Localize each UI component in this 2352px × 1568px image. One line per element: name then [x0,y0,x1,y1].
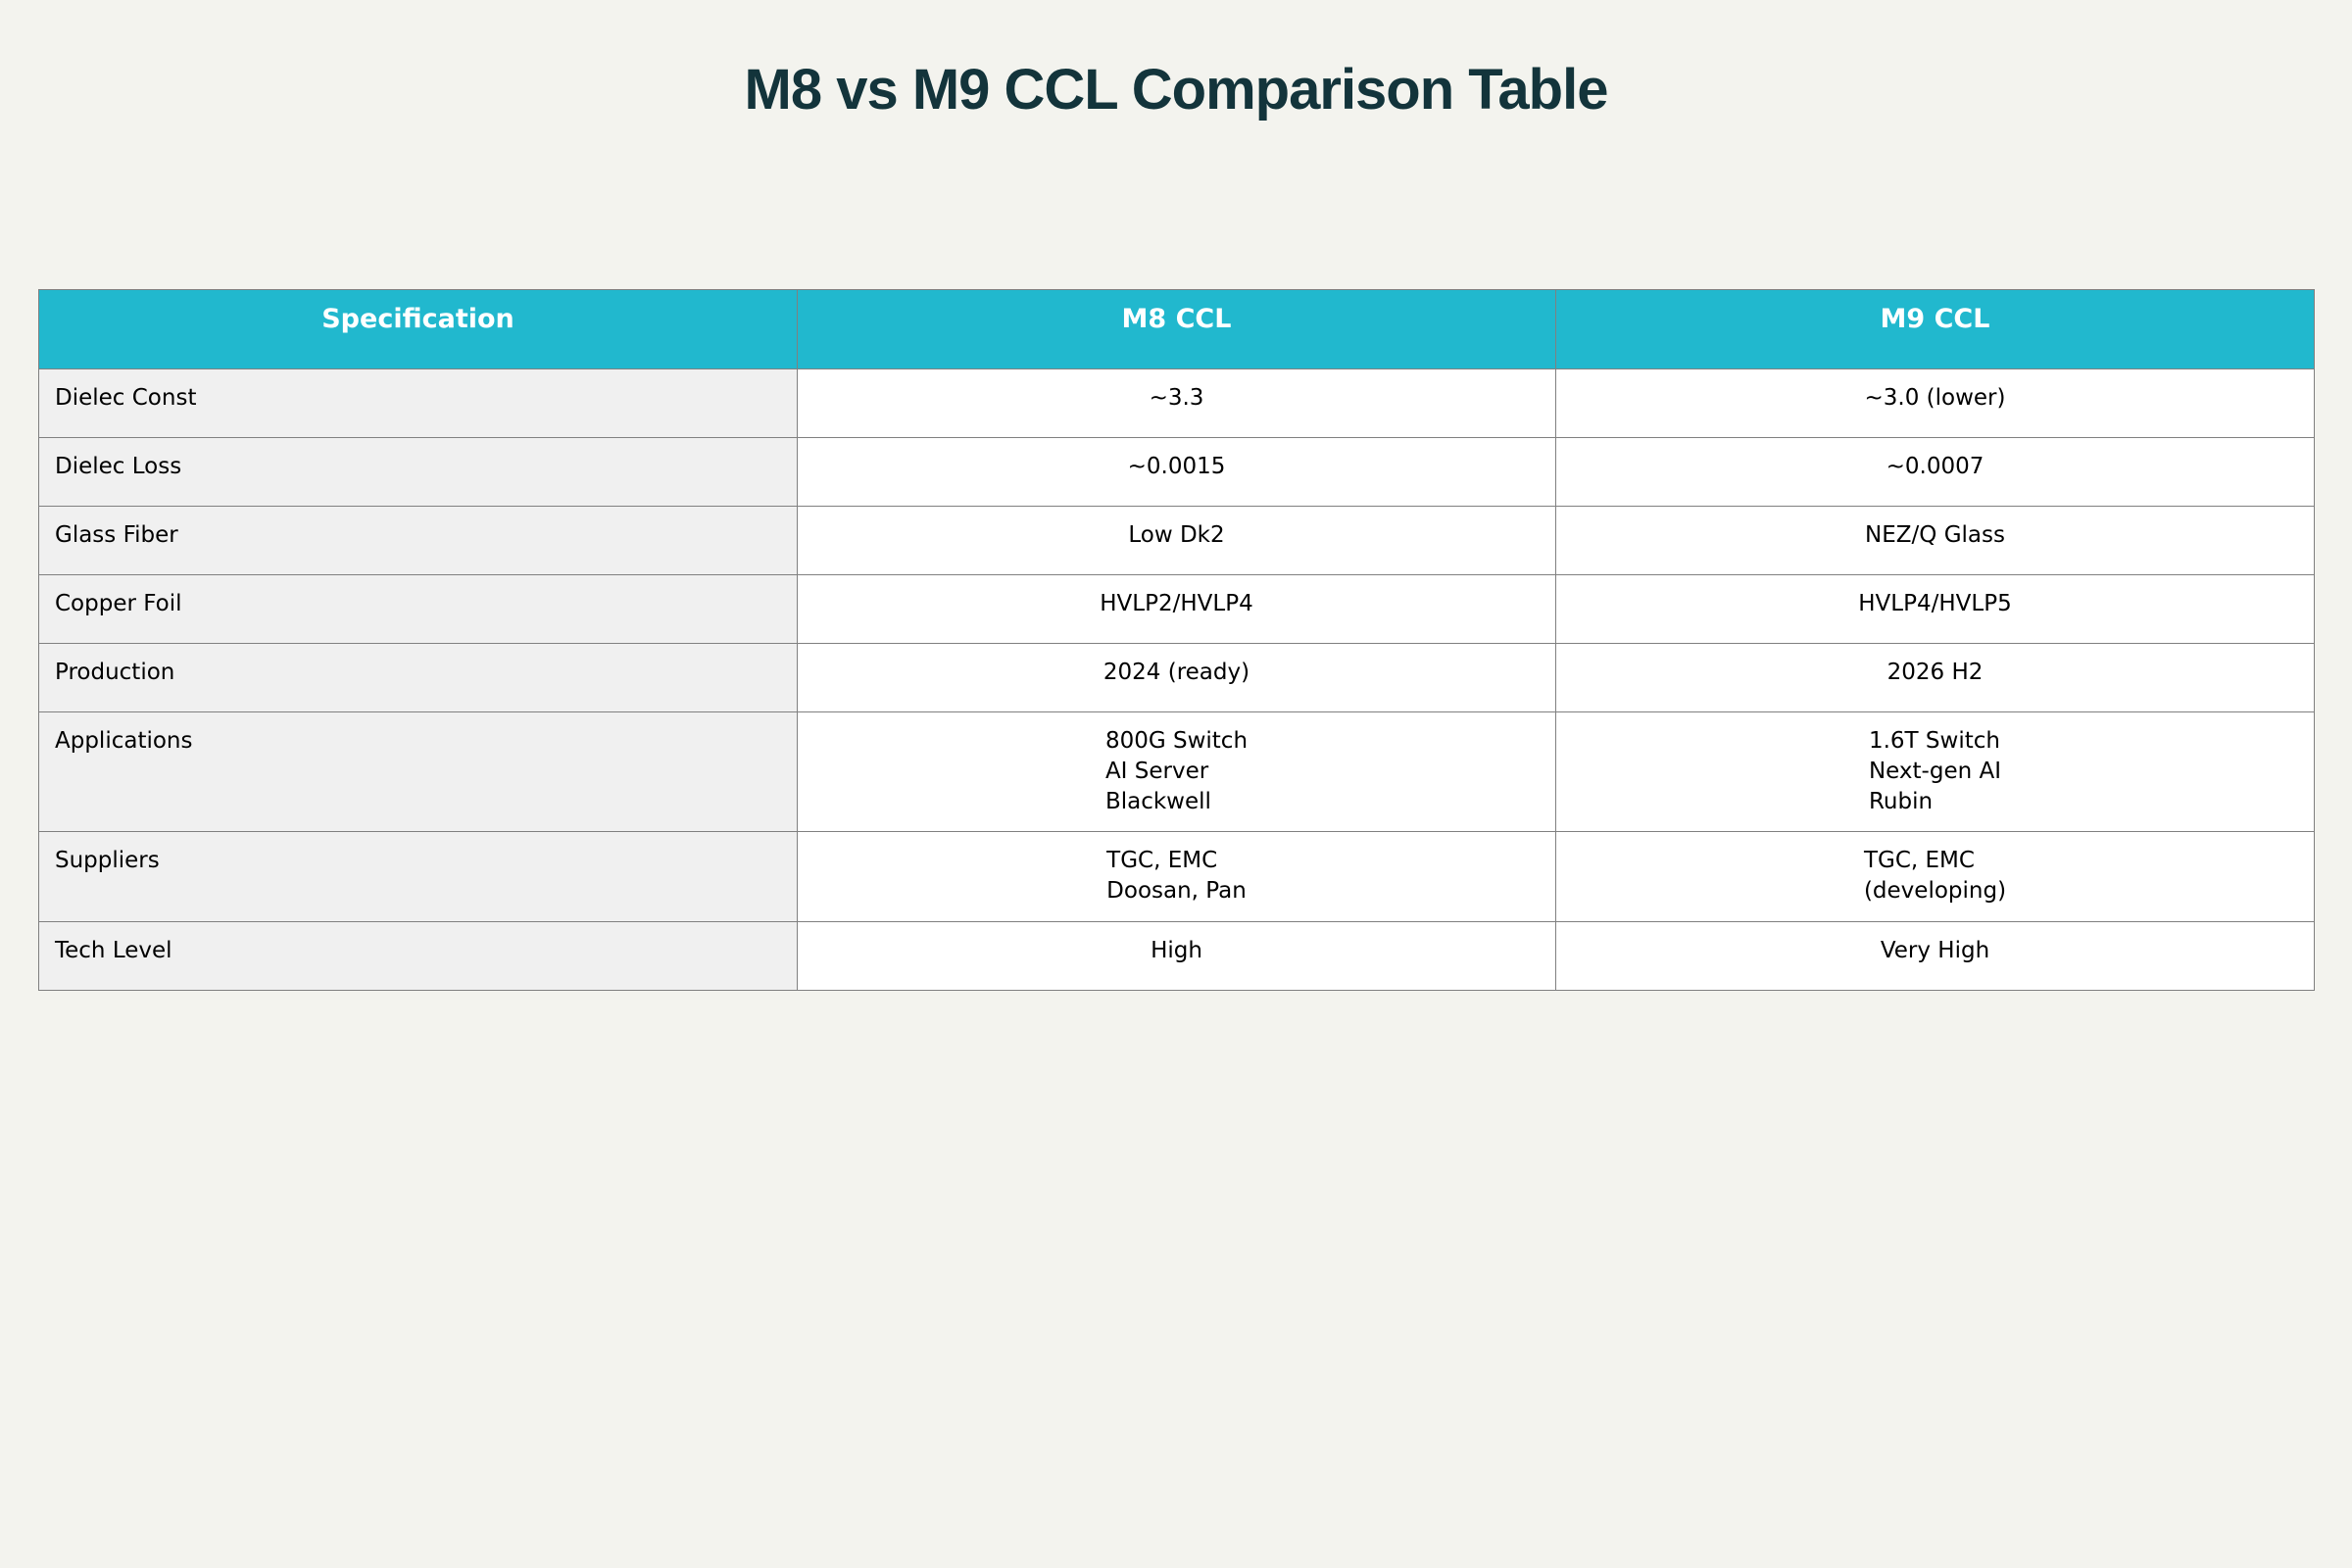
m8-value-cell: ~3.3 [798,369,1556,438]
table-row [39,832,2315,922]
value-line: TGC, EMC [1106,848,1218,873]
spec-cell: Suppliers [39,832,798,922]
value-line: TGC, EMC [1863,848,1975,873]
m8-value-cell [798,832,1556,922]
table-row [39,922,2315,991]
column-header-specification: Specification [39,290,798,369]
comparison-table [38,289,2315,991]
m8-value-cell: 2024 (ready) [798,644,1556,712]
multi-line-value [1869,726,2001,817]
spec-cell: Glass Fiber [39,507,798,575]
table-row [39,644,2315,712]
spec-cell: Dielec Const [39,369,798,438]
m9-value-cell [1556,712,2315,832]
m8-value-cell: ~0.0015 [798,438,1556,507]
value-line: 1.6T Switch [1868,728,2000,754]
spec-cell: Applications [39,712,798,832]
m9-value-cell: ~0.0007 [1556,438,2315,507]
m8-value-cell: High [798,922,1556,991]
spec-cell: Copper Foil [39,575,798,644]
value-line: (developing) [1863,878,2007,904]
table-row [39,438,2315,507]
table-header-row [39,290,2315,369]
column-header-m8: M8 CCL [798,290,1556,369]
m9-value-cell: 2026 H2 [1556,644,2315,712]
page-title: M8 vs M9 CCL Comparison Table [744,58,1608,122]
value-line: Blackwell [1104,789,1211,814]
value-line: Doosan, Pan [1106,878,1247,904]
multi-line-value [1864,846,2006,906]
table-body [39,369,2315,991]
table-row [39,507,2315,575]
value-line: Rubin [1868,789,1934,814]
m9-value-cell [1556,832,2315,922]
m8-value-cell: HVLP2/HVLP4 [798,575,1556,644]
multi-line-value [1105,726,1248,817]
m9-value-cell: ~3.0 (lower) [1556,369,2315,438]
table-row [39,575,2315,644]
m8-value-cell [798,712,1556,832]
m9-value-cell: HVLP4/HVLP5 [1556,575,2315,644]
table-row [39,712,2315,832]
multi-line-value [1106,846,1247,906]
m9-value-cell: Very High [1556,922,2315,991]
table-row [39,369,2315,438]
spec-cell: Tech Level [39,922,798,991]
spec-cell: Dielec Loss [39,438,798,507]
m8-value-cell: Low Dk2 [798,507,1556,575]
value-line: AI Server [1104,759,1209,784]
m9-value-cell: NEZ/Q Glass [1556,507,2315,575]
value-line: 800G Switch [1104,728,1249,754]
value-line: Next-gen AI [1868,759,2002,784]
spec-cell: Production [39,644,798,712]
column-header-m9: M9 CCL [1556,290,2315,369]
